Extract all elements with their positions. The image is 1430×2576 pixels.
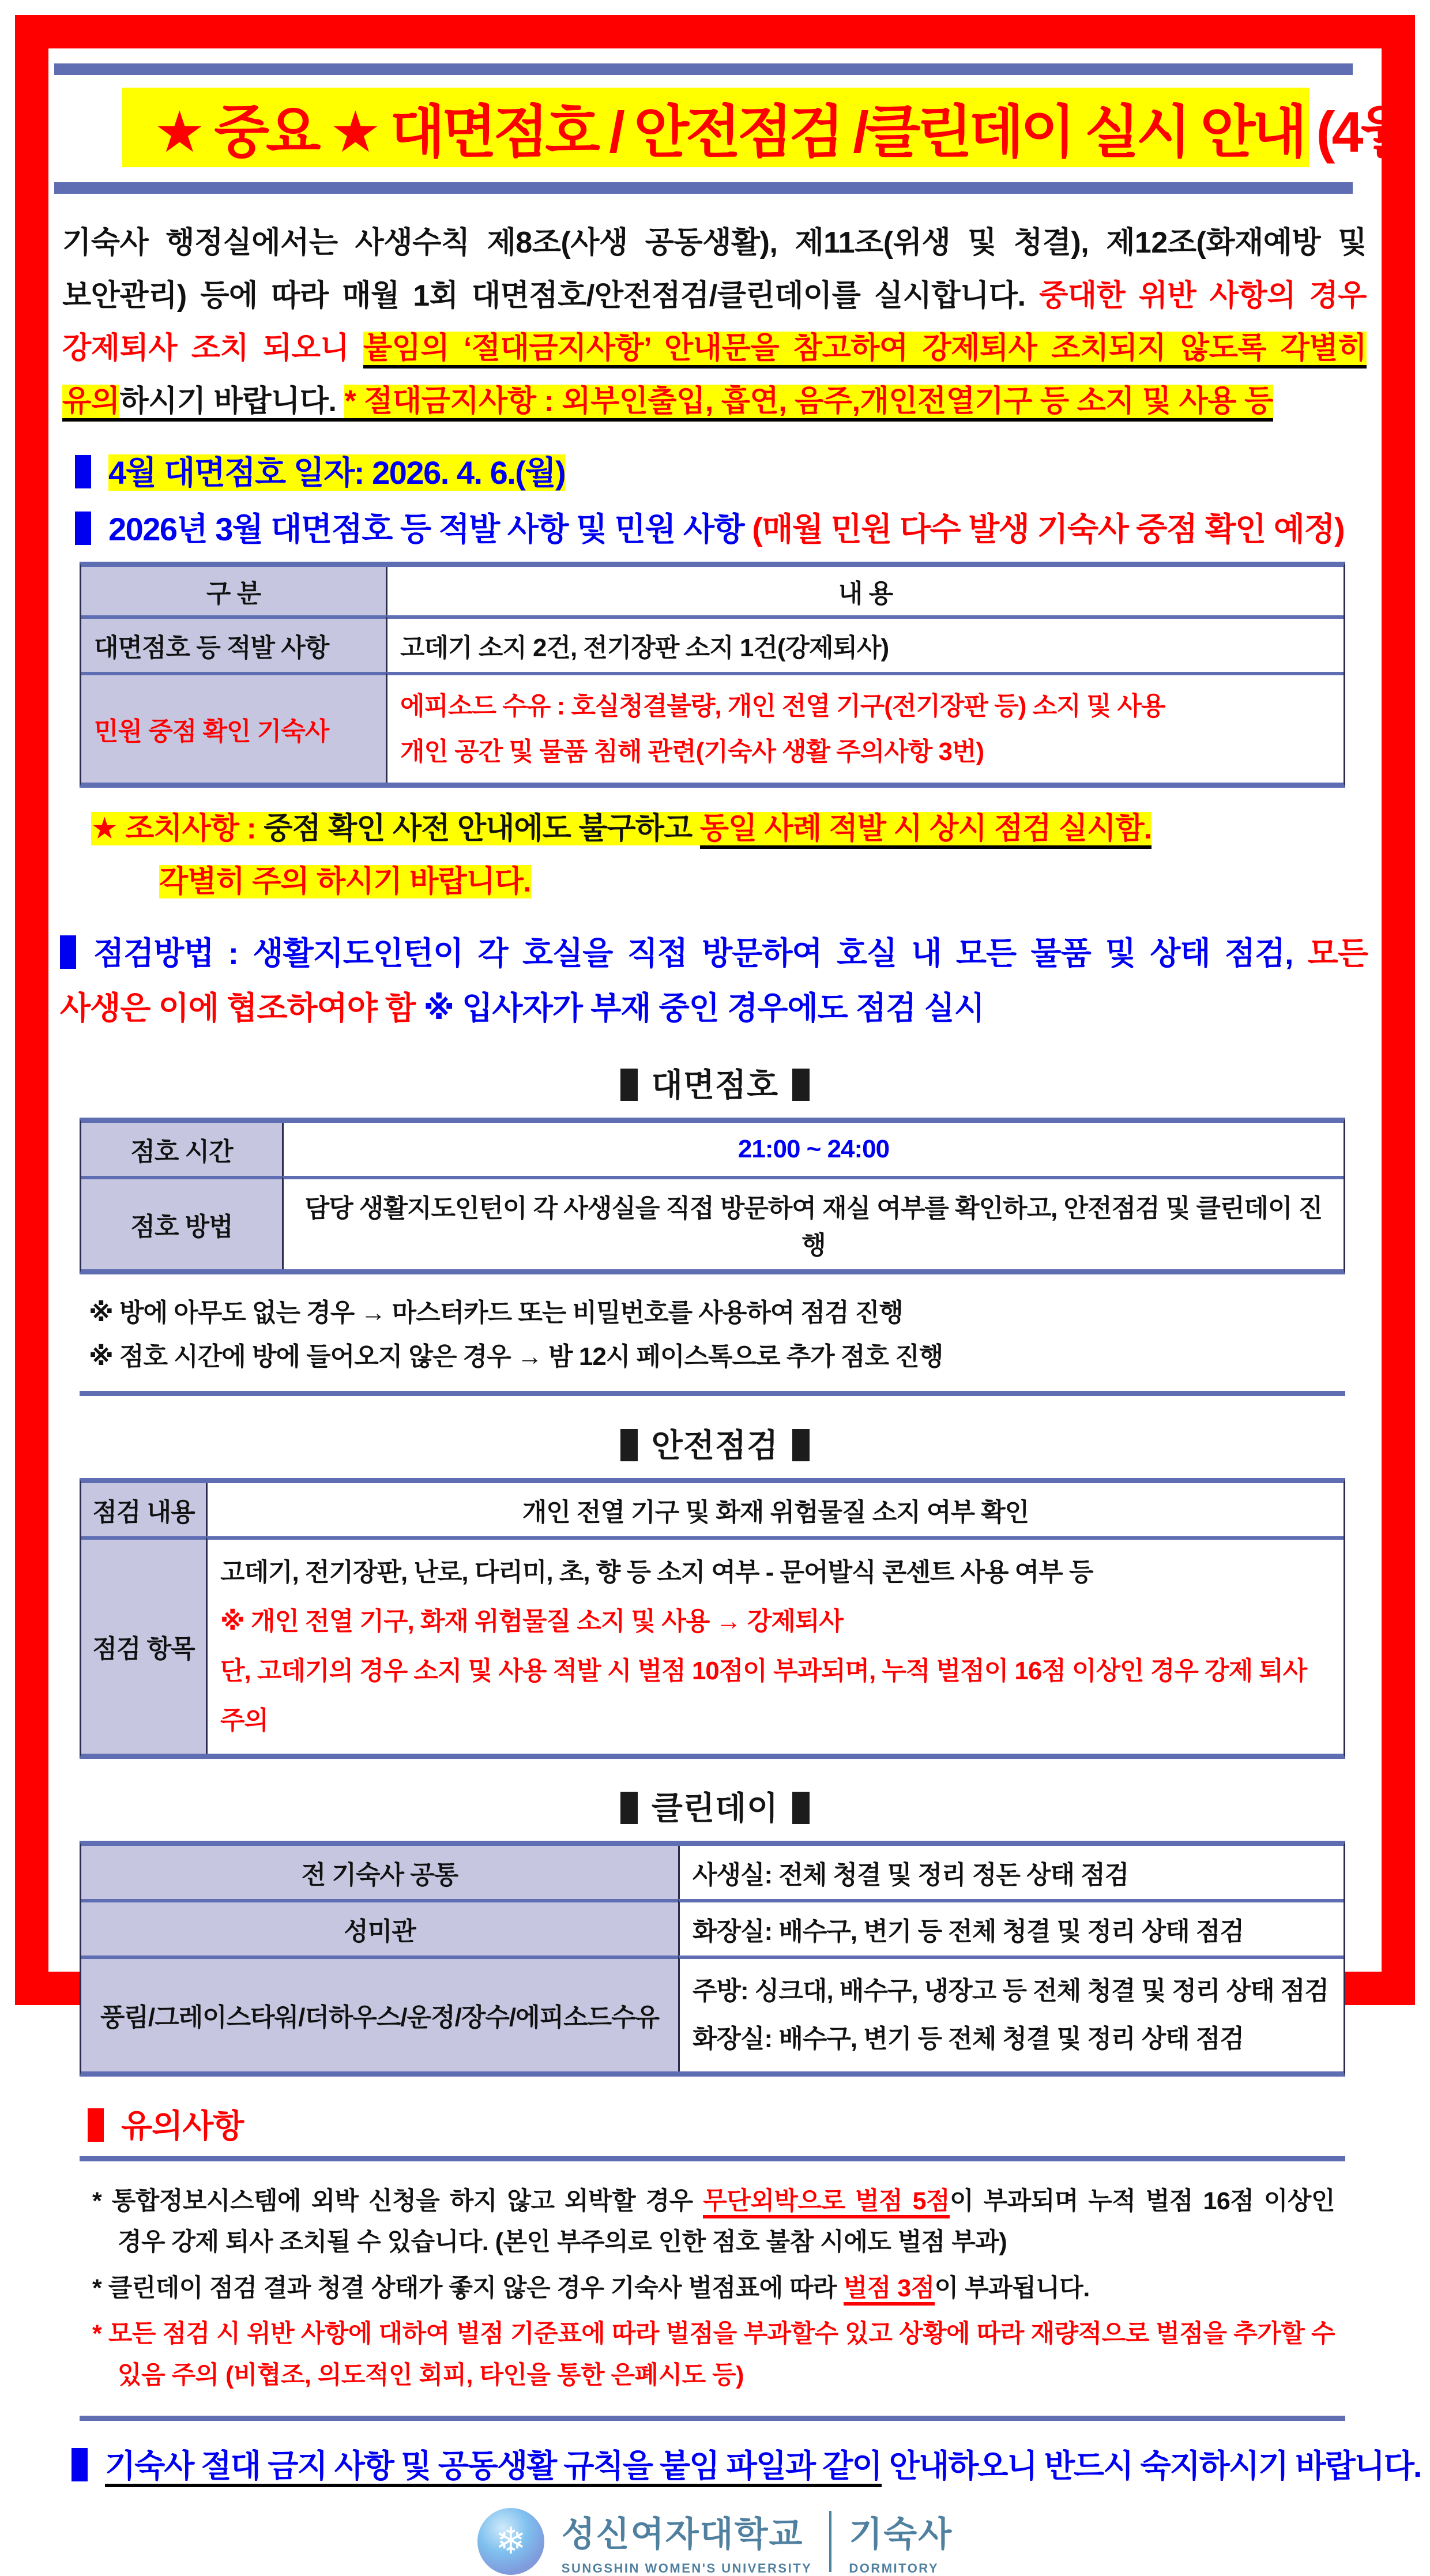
text-segment: 동일 사례 적발 시 상시 점검 실시함.	[700, 812, 1151, 849]
safety-items-line2	[220, 1597, 1331, 1646]
cleanday-row2-label: 성미관	[81, 1899, 678, 1955]
rollcall-date-text	[108, 454, 565, 491]
text-segment: 화장실: 배수구, 변기 등 전체 청결 및 정리 상태 점검	[693, 2025, 1244, 2054]
dormitory-name-kr: 기숙사	[849, 2514, 953, 2554]
cleanday-table	[80, 1841, 1345, 2077]
intro-paragraph	[62, 217, 1367, 428]
inspection-method-line	[60, 926, 1368, 1035]
text-segment: 기숙사 절대 금지 사항 및 공동생활 규칙을 붙임 파일과 같이	[105, 2448, 882, 2487]
section-heading-text: 클린데이	[651, 1789, 779, 1826]
safety-items-line1	[220, 1548, 1331, 1597]
cleanday-row1-label: 전 기숙사 공통	[81, 1846, 678, 1899]
rollcall-time-value	[282, 1123, 1344, 1176]
table-row	[81, 567, 1344, 615]
safety-items-value	[206, 1536, 1344, 1754]
text-segment: 화장실: 배수구, 변기 등 전체 청결 및 정리 상태 점검	[693, 1917, 1244, 1946]
action-note	[91, 806, 1376, 904]
text-segment: * 절대금지사항 : 외부인출입, 흡연, 음주,개인전열기구 등 소지 및 사용 등	[344, 385, 1273, 422]
summary-header-col2: 내 용	[386, 567, 1344, 615]
table-row	[81, 615, 1344, 672]
table-row	[81, 672, 1344, 783]
safety-items-label: 점검 항목	[81, 1536, 206, 1754]
text-segment: 에피소드 수유 : 호실청결불량, 개인 전열 기구(전기장판 등) 소지 및 사용	[400, 692, 1165, 721]
text-segment: 4월 대면점호 일자: 2026. 4. 6.(월)	[108, 454, 566, 491]
blue-square-bullet-icon	[60, 935, 76, 969]
text-segment: 중대한 위반 사항의 경우 강제퇴사 조치 되오니	[62, 279, 1367, 366]
table-row	[81, 1955, 1344, 2071]
section-marker-icon	[620, 1792, 638, 1824]
text-segment: 고데기, 전기장판, 난로, 다리미, 초, 향 등 소지 여부 - 문어발식 콘센트 사용 여부 등	[220, 1558, 1093, 1586]
snowflake-icon: ❄	[495, 2520, 526, 2562]
rollcall-method-label: 점호 방법	[81, 1176, 282, 1269]
text-segment: 단, 고데기의 경우 소지 및 사용 적발 시 벌점 10점이 부과되며, 누적 벌점이 16점 이상인 경우 강제 퇴사 주의	[220, 1657, 1307, 1735]
notice-content	[48, 48, 1421, 2575]
table-row	[81, 1536, 1344, 1754]
summary-row2-content	[386, 672, 1344, 783]
summary-header-col1: 구 분	[81, 567, 386, 615]
text-segment: ※ 개인 전열 기구, 화재 위험물질 소지 및 사용 → 강제퇴사	[220, 1607, 843, 1636]
text-segment: 2026년 3월 대면점호 등 적발 사항 및 민원 사항	[108, 511, 752, 548]
march-findings-text	[108, 511, 1344, 547]
cleanday-row3-line2	[693, 2015, 1331, 2063]
blue-square-bullet-icon	[72, 2448, 88, 2481]
text-segment: (매월 민원 다수 발생 기숙사 중점 확인 예정)	[752, 511, 1345, 548]
text-segment: ※ 입사자가 부재 중인 경우에도 점검 실시	[415, 990, 984, 1026]
text-segment: * 통합정보시스템에 외박 신청을 하지 않고 외박할 경우	[92, 2187, 703, 2215]
rollcall-note2: ※ 점호 시간에 방에 들어오지 않은 경우 → 밤 12시 페이스톡으로 추가 점호 진행	[89, 1342, 943, 1371]
section-heading-safety	[54, 1420, 1376, 1466]
text-segment: * 클린데이 점검 결과 청결 상태가 좋지 않은 경우 기숙사 벌점표에 따라	[92, 2274, 844, 2302]
caution-notes	[80, 2156, 1345, 2421]
text-segment: 기숙사 행정실에서는 사생수칙 제8조(사생 공동생활), 제11조(위생 및 청결), 제12조(화재예방 및 보안관리) 등에 따라 매월 1회 대면점호/안전점검/클린데이를 실시합니다.	[62, 226, 1367, 313]
dormitory-name-en: DORMITORY	[849, 2560, 939, 2575]
caution-note3	[92, 2314, 1335, 2396]
university-name-en: SUNGSHIN WOMEN'S UNIVERSITY	[561, 2560, 812, 2575]
action-note-line1	[91, 806, 1376, 851]
text-segment: 이 부과됩니다.	[934, 2274, 1090, 2302]
cleanday-row1-content	[678, 1846, 1344, 1899]
safety-content-label: 점검 내용	[81, 1483, 206, 1536]
university-logo	[477, 2507, 953, 2576]
university-emblem-icon	[477, 2508, 544, 2575]
summary-row2-line2	[400, 729, 1331, 774]
text-segment: 개인 전열 기구 및 화재 위험물질 소지 여부 확인	[522, 1498, 1029, 1526]
page-title: ★ 중요 ★ 대면점호 / 안전점검 /클린데이 실시 안내 (4월	[154, 100, 1412, 164]
text-segment: 무단외박으로 벌점 5점	[703, 2187, 950, 2218]
section-heading-rollcall	[54, 1060, 1376, 1106]
summary-row2-label	[81, 672, 386, 783]
caution-note2	[92, 2268, 1335, 2309]
text-segment: 주방: 싱크대, 배수구, 냉장고 등 전체 청결 및 정리 상태 점검	[693, 1976, 1329, 2005]
rollcall-method-value	[282, 1176, 1344, 1269]
section-marker-icon	[792, 1792, 810, 1824]
text-segment: 벌점 3점	[844, 2274, 935, 2306]
text-segment: 점검방법 : 생활지도인턴이 각 호실을 직접 방문하여 호실 내 모든 물품 및 상태 점검,	[93, 935, 1308, 972]
red-square-bullet-icon	[88, 2108, 104, 2142]
double-rule-under-title	[54, 182, 1353, 194]
rollcall-note1: ※ 방에 아무도 없는 경우 → 마스터카드 또는 비밀번호를 사용하여 점검 진행	[89, 1298, 903, 1327]
section-heading-text: 안전점검	[651, 1427, 779, 1464]
summary-table	[80, 562, 1345, 788]
logo-divider	[829, 2511, 831, 2572]
safety-table	[80, 1478, 1345, 1759]
title-banner	[122, 88, 1412, 167]
table-row	[81, 1899, 1344, 1955]
cleanday-row3-label: 풍림/그레이스타워/더하우스/운정/장수/에피소드수유	[81, 1955, 678, 2071]
text-segment: 붙임의 ‘절대금지사항’ 안내문을 참고하여 강제퇴사 조치되지 않도록 각별히 유의	[62, 332, 1367, 422]
text-segment: 모든 사생은 이에 협조하여야 함	[60, 935, 1368, 1026]
safety-content-value	[206, 1483, 1344, 1536]
rollcall-date-line	[75, 447, 1376, 494]
action-note-line2	[159, 859, 1376, 904]
summary-row1-content	[386, 615, 1344, 672]
double-rule-top	[54, 63, 1353, 75]
section-marker-icon	[620, 1429, 638, 1461]
cleanday-row3-line1	[693, 1967, 1331, 2015]
blue-square-bullet-icon	[75, 512, 91, 545]
summary-row1-label	[81, 615, 386, 672]
red-border-frame	[15, 15, 1421, 2575]
text-segment: 고데기 소지 2건, 전기장판 소지 1건(강제퇴사)	[400, 634, 889, 663]
table-row	[81, 1483, 1344, 1536]
caution-heading-text: 유의사항	[121, 2108, 244, 2144]
text-segment: 하시기 바랍니다.	[119, 385, 344, 422]
section-marker-icon	[620, 1069, 638, 1101]
text-segment: 담당 생활지도인턴이 각 사생실을 직접 방문하여 재실 여부를 확인하고, 안전점검 및 클린데이 진행	[304, 1194, 1323, 1259]
section-marker-icon	[792, 1429, 810, 1461]
safety-items-line3	[220, 1646, 1331, 1746]
text-segment: 대면점호 등 적발 사항	[94, 634, 329, 663]
rollcall-time-label: 점호 시간	[81, 1123, 282, 1176]
caution-note1	[92, 2181, 1335, 2263]
final-notice-text	[105, 2448, 1421, 2487]
table-row	[81, 1846, 1344, 1899]
text-segment: 중점 확인 사전 안내에도 불구하고	[264, 812, 700, 846]
march-findings-line	[75, 504, 1376, 550]
text-segment: 개인 공간 및 물품 침해 관련(기숙사 생활 주의사항 3번)	[400, 738, 984, 766]
text-segment: 민원 중점 확인 기숙사	[94, 717, 329, 746]
section-heading-cleanday	[54, 1783, 1376, 1829]
university-name-block	[562, 2507, 812, 2576]
section-heading-text: 대면점호	[651, 1066, 779, 1103]
university-name-kr: 성신여자대학교	[561, 2514, 804, 2554]
section-marker-icon	[792, 1069, 810, 1101]
text-segment: ★ 조치사항 :	[91, 812, 264, 846]
text-segment: 안내하오니 반드시 숙지하시기 바랍니다.	[881, 2447, 1421, 2484]
final-notice-line	[72, 2440, 1421, 2486]
text-segment: 21:00 ~ 24:00	[737, 1134, 890, 1163]
text-segment: * 모든 점검 시 위반 사항에 대하여 벌점 기준표에 따라 벌점을 부과할수 있고 상황에 따라 재량적으로 벌점을 추가할 수 있음 주의 (비협조, 의도적인 회피, 타인을 통한 은폐시도 등)	[92, 2320, 1335, 2389]
cleanday-row3-content	[678, 1955, 1344, 2071]
dormitory-name-block	[849, 2507, 953, 2576]
text-segment: 이 부과되며 누적 벌점 16점 이상인 경우 강제 퇴사 조치될 수 있습니다. (본인 부주의로 인한 점호 불참 시에도 벌점 부과)	[118, 2187, 1335, 2257]
rollcall-notes	[80, 1274, 1345, 1396]
text-segment: 각별히 주의 하시기 바랍니다.	[159, 865, 531, 899]
text-segment: 사생실: 전체 청결 및 정리 정돈 상태 점검	[693, 1860, 1129, 1889]
summary-row2-line1	[400, 683, 1331, 729]
table-row	[81, 1176, 1344, 1269]
inspection-method-text	[60, 935, 1368, 1026]
blue-square-bullet-icon	[75, 455, 91, 488]
table-row	[81, 1123, 1344, 1176]
caution-heading	[88, 2101, 1376, 2147]
cleanday-row2-content	[678, 1899, 1344, 1955]
rollcall-table	[80, 1118, 1345, 1274]
